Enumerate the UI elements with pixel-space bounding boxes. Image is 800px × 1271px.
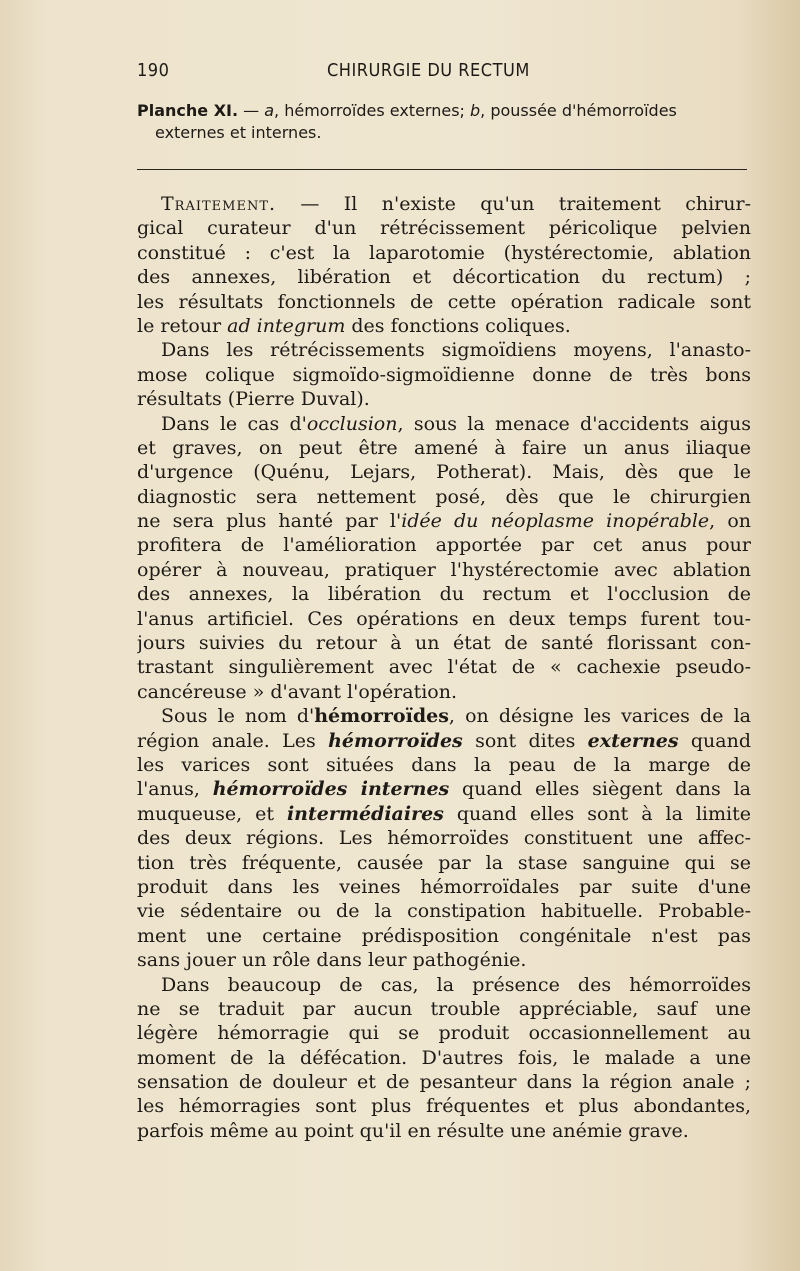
text-line: légère hémorragie qui se produit occasionnellement au <box>137 1022 751 1045</box>
text-line: les hémorragies sont plus fréquentes et plus abondantes, <box>137 1095 751 1118</box>
text-line: et graves, on peut être amené à faire un anus iliaque <box>137 436 751 459</box>
emphasis: occlusion <box>306 412 398 435</box>
text-line: gical curateur d'un rétrécissement péricolique pelvien <box>137 217 751 240</box>
emphasis: externes <box>587 729 679 752</box>
text-line: ne se traduit par aucun trouble appréciable, sauf une <box>137 997 751 1020</box>
text-line: Traitement. — Il n'existe qu'un traitement chirur- <box>161 193 751 215</box>
text-line: cancéreuse » d'avant l'opération. <box>137 680 458 703</box>
emphasis: hémorroïdes internes <box>212 778 450 801</box>
running-title: CHIRURGIE DU RECTUM <box>327 60 530 81</box>
text-line: tion très fréquente, causée par la stase sanguine qui se <box>137 851 751 874</box>
text-line: trastant singulièrement avec l'état de « cachexie pseudo- <box>137 656 751 679</box>
text-line: sans jouer un rôle dans leur pathogénie. <box>137 949 527 972</box>
text-line: résultats (Pierre Duval). <box>137 388 370 411</box>
text-line: l'anus artificiel. Ces opérations en deux temps furent tou- <box>137 607 751 630</box>
text-line: des annexes, libération et décortication du rectum) ; <box>137 266 751 289</box>
text-line: vie sédentaire ou de la constipation habituelle. Probable- <box>137 900 751 923</box>
emphasis: hémorroïdes <box>328 729 463 752</box>
separator-rule <box>137 169 747 170</box>
text-line: Sous le nom d'hémorroïdes, on désigne les varices de la <box>161 705 751 728</box>
page-header <box>137 60 751 86</box>
text-line: profitera de l'amélioration apportée par cet anus pour <box>137 534 751 557</box>
text-line: parfois même au point qu'il en résulte une anémie grave. <box>137 1119 689 1142</box>
body-text <box>137 192 751 1143</box>
emphasis: ad integrum <box>227 314 346 337</box>
text-line: les varices sont situées dans la peau de la marge de <box>137 753 751 776</box>
text-line: moment de la défécation. D'autres fois, le malade a une <box>137 1046 751 1069</box>
text-line: Dans les rétrécissements sigmoïdiens moyens, l'anasto- <box>161 339 751 362</box>
text-line: diagnostic sera nettement posé, dès que le chirurgien <box>137 485 751 508</box>
emphasis: intermédiaires <box>286 802 444 825</box>
page-number: 190 <box>137 60 170 81</box>
plate-caption <box>137 100 751 144</box>
emphasis: idée du néoplasme inopérable <box>401 510 710 533</box>
text-line: ne sera plus hanté par l'idée du néoplasme inopérable, on <box>137 510 751 533</box>
text-line: le retour ad integrum des fonctions coliques. <box>137 314 571 337</box>
caption-line-2: externes et internes. <box>155 123 322 142</box>
text-line: d'urgence (Quénu, Lejars, Potherat). Mais, dès que le <box>137 461 751 484</box>
text-line: des deux régions. Les hémorroïdes constituent une affec- <box>137 827 751 850</box>
section-heading: Traitement. <box>161 193 277 215</box>
text-line: mose colique sigmoïdo-sigmoïdienne donne de très bons <box>137 363 751 386</box>
text-line: les résultats fonctionnels de cette opération radicale sont <box>137 290 751 313</box>
text-line: l'anus, hémorroïdes internes quand elles siègent dans la <box>137 778 751 801</box>
text-line: opérer à nouveau, pratiquer l'hystérectomie avec ablation <box>137 558 751 581</box>
caption-label: Planche XI. <box>137 101 239 120</box>
text-line: des annexes, la libération du rectum et l'occlusion de <box>137 583 751 606</box>
text-line: région anale. Les hémorroïdes sont dites externes quand <box>137 729 751 752</box>
emphasis: hémorroïdes <box>314 705 449 728</box>
text-line: ment une certaine prédisposition congénitale n'est pas <box>137 924 751 947</box>
text-line: muqueuse, et intermédiaires quand elles sont à la limite <box>137 802 751 825</box>
text-line: Dans beaucoup de cas, la présence des hémorroïdes <box>161 973 751 996</box>
text-line: sensation de douleur et de pesanteur dans la région anale ; <box>137 1071 751 1094</box>
text-line: jours suivies du retour à un état de santé florissant con- <box>137 632 751 655</box>
text-line: Dans le cas d'occlusion, sous la menace d'accidents aigus <box>161 412 751 435</box>
text-line: produit dans les veines hémorroïdales par suite d'une <box>137 875 751 898</box>
caption-line-1: Planche XI. — a, hémorroïdes externes; b, poussée d'hémorroïdes <box>137 101 677 120</box>
text-line: constitué : c'est la laparotomie (hystérectomie, ablation <box>137 241 751 264</box>
